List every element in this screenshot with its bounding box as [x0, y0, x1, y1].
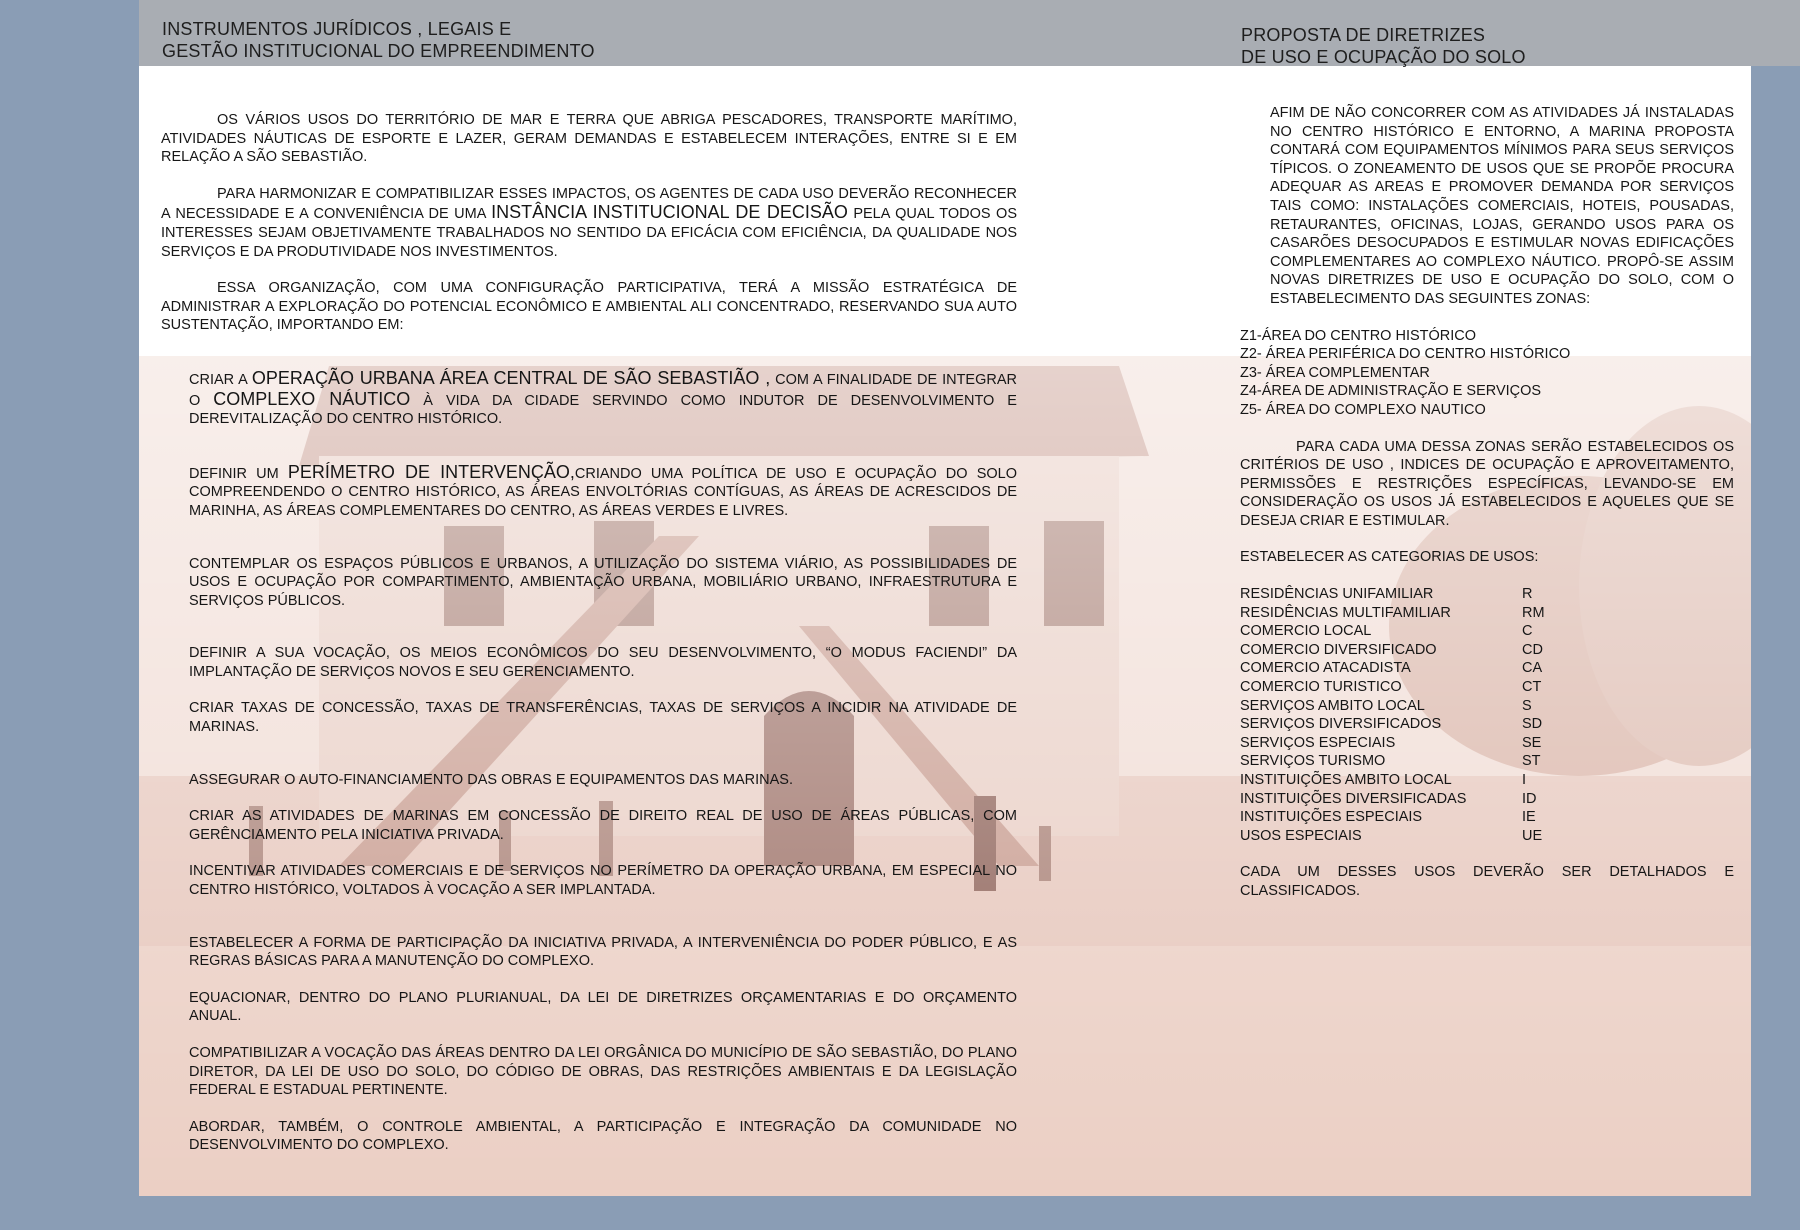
- category-name: SERVIÇOS TURISMO: [1240, 753, 1386, 770]
- item-participation: ESTABELECER A FORMA DE PARTICIPAÇÃO DA INICIATIVA PRIVADA, A INTERVENIÊNCIA DO PODER PÚBLICO, E AS REGRAS BÁSICAS PARA A MANUTENÇÃO DO COMPLEXO.: [189, 934, 1017, 970]
- item-concession: CRIAR AS ATIVIDADES DE MARINAS EM CONCESSÃO DE DIREITO REAL DE USO DE ÁREAS PÚBLICAS, COM GERÊNCIAMENTO PELA INICIATIVA PRIVADA.: [189, 808, 1017, 843]
- paragraph-text: PARA HARMONIZAR E COMPATIBILIZAR ESSES IMPACTOS, OS AGENTES DE CADA USO DEVERÃO RECONHECER A NECESSIDADE E A CONVENIÊNCIA DE UMA: [161, 185, 1017, 223]
- category-name: COMERCIO DIVERSIFICADO: [1240, 641, 1437, 658]
- category-name: INSTITUIÇÕES DIVERSIFICADAS: [1240, 790, 1467, 807]
- paragraph-territory-uses: OS VÁRIOS USOS DO TERRITÓRIO DE MAR E TERRA QUE ABRIGA PESCADORES, TRANSPORTE MARÍTIMO, ATIVIDADES NÁUTICAS DE ESPORTE E LAZER, GERAM DEMANDAS E ESTABELECEM INTERAÇÕES, ENTRE SI E EM RELAÇÃO A SÃO SEBASTIÃO.: [161, 112, 1017, 166]
- category-name: RESIDÊNCIAS MULTIFAMILIAR: [1240, 604, 1451, 621]
- item-incentives: INCENTIVAR ATIVIDADES COMERCIAIS E DE SERVIÇOS NO PERÍMETRO DA OPERAÇÃO URBANA, EM ESPECIAL NO CENTRO HISTÓRICO, VOLTADOS À VOCAÇÃO A SER IMPLANTADA.: [189, 863, 1017, 899]
- paragraph-criteria: PARA CADA UMA DESSA ZONAS SERÃO ESTABELECIDOS OS CRITÉRIOS DE USO , INDICES DE OCUPAÇÃO E APROVEITAMENTO, PERMISSÕES E RESTRIÇÕES ESPECÍFICAS, LEVANDO-SE EM CONSIDERAÇÃO OS USOS JÁ ESTABELECIDOS E AQUELES QUE SE DESEJA CRIAR E ESTIMULAR.: [1240, 438, 1734, 529]
- item-text: COM A FINALIDADE DE INTEGRAR O: [189, 371, 1017, 409]
- zone-item: Z5- ÁREA DO COMPLEXO NAUTICO: [1240, 401, 1486, 418]
- section-title-left-line1: INSTRUMENTOS JURÍDICOS , LEGAIS E: [162, 19, 512, 39]
- section-title-right: [1241, 24, 1526, 68]
- category-code: SD: [1522, 716, 1543, 733]
- section-title-left: [162, 18, 595, 62]
- category-row: [1240, 641, 1734, 660]
- category-name: COMERCIO LOCAL: [1240, 623, 1372, 640]
- item-budget: EQUACIONAR, DENTRO DO PLANO PLURIANUAL, DA LEI DE DIRETRIZES ORÇAMENTARIAS E DO ORÇAMENTO ANUAL.: [189, 989, 1017, 1025]
- highlight-text: INSTÂNCIA INSTITUCIONAL DE DECISÃO: [491, 202, 848, 223]
- item-self-financing: ASSEGURAR O AUTO-FINANCIAMENTO DAS OBRAS E EQUIPAMENTOS DAS MARINAS.: [189, 771, 794, 788]
- category-name: SERVIÇOS AMBITO LOCAL: [1240, 697, 1425, 714]
- zone-item: Z2- ÁREA PERIFÉRICA DO CENTRO HISTÓRICO: [1240, 346, 1571, 363]
- item-vocation: DEFINIR A SUA VOCAÇÃO, OS MEIOS ECONÔMICOS DO SEU DESENVOLVIMENTO, “O MODUS FACIENDI” DA IMPLANTAÇÃO DE SERVIÇOS NOVOS E SEU GERENCIAMENTO.: [189, 645, 1017, 680]
- item-taxes: CRIAR TAXAS DE CONCESSÃO, TAXAS DE TRANSFERÊNCIAS, TAXAS DE SERVIÇOS A INCIDIR NA ATIVIDADE DE MARINAS.: [189, 700, 1017, 736]
- category-row: [1240, 790, 1734, 809]
- category-name: SERVIÇOS DIVERSIFICADOS: [1240, 716, 1442, 733]
- section-title-right-line1: PROPOSTA DE DIRETRIZES: [1241, 25, 1486, 45]
- item-public-spaces: CONTEMPLAR OS ESPAÇOS PÚBLICOS E URBANOS, A UTILIZAÇÃO DO SISTEMA VIÁRIO, AS POSSIBILIDADES DE USOS E OCUPAÇÃO POR COMPARTIMENTO, AMBIENTAÇÃO URBANA, MOBILIÁRIO URBANO, INFRAESTRUTURA E SERVIÇOS PÚBLICOS.: [189, 555, 1017, 609]
- category-name: INSTITUIÇÕES AMBITO LOCAL: [1240, 772, 1452, 788]
- category-name: COMERCIO TURISTICO: [1240, 679, 1402, 696]
- category-row: [1240, 659, 1734, 678]
- category-name: USOS ESPECIAIS: [1240, 827, 1362, 844]
- category-row: [1240, 827, 1734, 846]
- zone-item: Z4-ÁREA DE ADMINISTRAÇÃO E SERVIÇOS: [1240, 383, 1542, 400]
- zones-list: [1240, 327, 1734, 420]
- category-row: [1240, 734, 1734, 753]
- category-row: [1240, 585, 1734, 604]
- category-code: CT: [1522, 679, 1542, 696]
- paragraph-institutional-decision: [161, 185, 1017, 261]
- right-column: [1240, 104, 1734, 901]
- item-intervention-perimeter: [189, 463, 1017, 521]
- paragraph-text: PELA QUAL TODOS OS INTERESSES SEJAM OBJETIVAMENTE TRABALHADOS NO SENTIDO DA EFICÁCIA COM EFICIÊNCIA, DA QUALIDADE NOS SERVIÇOS E DA PRODUTIVIDADE NOS INVESTIMENTOS.: [161, 206, 1018, 260]
- highlight-text: COMPLEXO NÁUTICO: [213, 388, 411, 409]
- paragraph-closing: CADA UM DESSES USOS DEVERÃO SER DETALHADOS E CLASSIFICADOS.: [1240, 864, 1734, 899]
- zone-item: Z3- ÁREA COMPLEMENTAR: [1240, 364, 1430, 381]
- category-row: [1240, 697, 1734, 716]
- item-text: CRIANDO UMA POLÍTICA DE USO E OCUPAÇÃO DO SOLO COMPREENDENDO O CENTRO HISTÓRICO, AS ÁREAS ENVOLTÓRIAS CONTÍGUAS, AS ÁREAS DE ACRESCIDOS DE MARINHA, AS ÁREAS COMPLEMENTARES DO CENTRO, AS ÁREAS VERDES E LIVRES.: [189, 465, 1017, 519]
- category-code: ST: [1522, 753, 1541, 770]
- categories-title: ESTABELECER AS CATEGORIAS DE USOS:: [1240, 549, 1539, 566]
- category-code: UE: [1522, 827, 1543, 844]
- item-text: CRIAR A: [189, 371, 252, 388]
- category-code: RM: [1522, 604, 1545, 621]
- category-row: [1240, 622, 1734, 641]
- category-code: IE: [1522, 809, 1536, 826]
- item-text: À VIDA DA CIDADE SERVINDO COMO INDUTOR DE DESENVOLVIMENTO E DEREVITALIZAÇÃO DO CENTRO HISTÓRICO.: [189, 392, 1017, 428]
- item-legislation: COMPATIBILIZAR A VOCAÇÃO DAS ÁREAS DENTRO DA LEI ORGÂNICA DO MUNICÍPIO DE SÃO SEBASTIÃO, DO PLANO DIRETOR, DA LEI DE USO DO SOLO, DO CÓDIGO DE OBRAS, DAS RESTRIÇÕES AMBIENTAIS E DA LEGISLAÇÃO FEDERAL E ESTADUAL PERTINENTE.: [189, 1045, 1017, 1099]
- category-row: [1240, 715, 1734, 734]
- category-name: RESIDÊNCIAS UNIFAMILIAR: [1240, 586, 1434, 603]
- zone-item: Z1-ÁREA DO CENTRO HISTÓRICO: [1240, 327, 1477, 344]
- category-code: ID: [1522, 790, 1537, 807]
- category-name: COMERCIO ATACADISTA: [1240, 660, 1411, 677]
- category-code: S: [1522, 697, 1532, 714]
- category-code: C: [1522, 623, 1533, 640]
- category-row: [1240, 808, 1734, 827]
- category-code: CD: [1522, 641, 1543, 658]
- categories-table: [1240, 585, 1734, 845]
- item-urban-operation: [189, 369, 1017, 429]
- category-row: [1240, 752, 1734, 771]
- item-text: DEFINIR UM: [189, 465, 288, 482]
- highlight-text: PERÍMETRO DE INTERVENÇÃO,: [287, 461, 575, 482]
- left-column: [161, 111, 1017, 1155]
- item-environmental-control: ABORDAR, TAMBÉM, O CONTROLE AMBIENTAL, A PARTICIPAÇÃO E INTEGRAÇÃO DA COMUNIDADE NO DESENVOLVIMENTO DO COMPLEXO.: [189, 1118, 1017, 1154]
- section-title-right-line2: DE USO E OCUPAÇÃO DO SOLO: [1241, 47, 1526, 67]
- category-code: R: [1522, 586, 1533, 603]
- category-name: INSTITUIÇÕES ESPECIAIS: [1240, 809, 1423, 826]
- category-row: [1240, 604, 1734, 623]
- category-name: SERVIÇOS ESPECIAIS: [1240, 734, 1396, 751]
- category-row: [1240, 678, 1734, 697]
- paragraph-organization: ESSA ORGANIZAÇÃO, COM UMA CONFIGURAÇÃO PARTICIPATIVA, TERÁ A MISSÃO ESTRATÉGICA DE ADMINISTRAR A EXPLORAÇÃO DO POTENCIAL ECONÔMICO E AMBIENTAL ALI CONCENTRADO, RESERVANDO SUA AUTO SUSTENTAÇÃO, IMPORTANDO EM:: [161, 280, 1017, 334]
- category-code: CA: [1522, 660, 1543, 677]
- category-row: [1240, 771, 1734, 790]
- category-code: I: [1522, 772, 1527, 788]
- section-title-left-line2: GESTÃO INSTITUCIONAL DO EMPREENDIMENTO: [162, 41, 595, 61]
- highlight-text: OPERAÇÃO URBANA ÁREA CENTRAL DE SÃO SEBASTIÃO ,: [251, 367, 771, 388]
- paragraph-marina-intro: AFIM DE NÃO CONCORRER COM AS ATIVIDADES JÁ INSTALADAS NO CENTRO HISTÓRICO E ENTORNO, A MARINA PROPOSTA CONTARÁ COM EQUIPAMENTOS MÍNIMOS PARA SEUS SERVIÇOS TÍPICOS. O ZONEAMENTO DE USOS QUE SE PROPÕE PROCURA ADEQUAR AS AREAS E PROMOVER DEMANDA POR SERVIÇOS TAIS COMO: INSTALAÇÕES COMERCIAIS, HOTEIS, POUSADAS, RETAURANTES, OFICINAS, LOJAS, GERANDO USOS PARA OS CASARÕES DESOCUPADOS E ESTIMULAR NOVAS EDIFICAÇÕES COMPLEMENTARES AO COMPLEXO NÁUTICO. PROPÔ-SE ASSIM NOVAS DIRETRIZES DE USO E OCUPAÇÃO DO SOLO, COM O ESTABELECIMENTO DAS SEGUINTES ZONAS:: [1270, 105, 1734, 307]
- category-code: SE: [1522, 734, 1542, 751]
